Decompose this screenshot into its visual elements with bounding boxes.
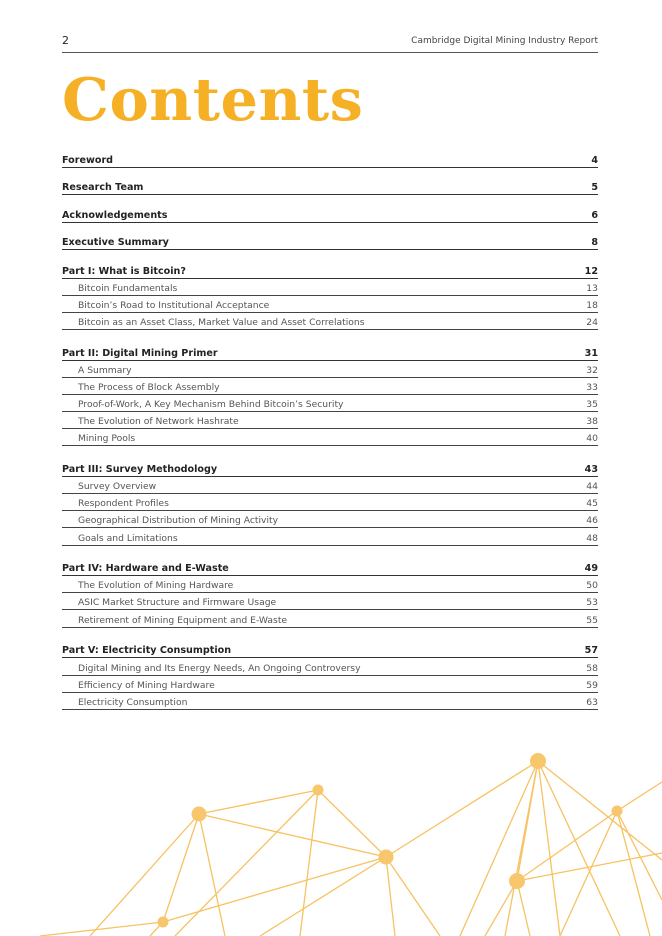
toc-entry-page: 18	[586, 300, 598, 311]
network-lines	[40, 761, 662, 936]
network-node	[313, 785, 324, 796]
toc-subentry[interactable]	[62, 430, 598, 446]
toc-entry-label: Part I: What is Bitcoin?	[62, 266, 186, 277]
toc-subentry[interactable]	[62, 512, 598, 528]
network-node	[379, 850, 394, 865]
toc-entry-page: 8	[591, 237, 598, 248]
toc-entry-page: 35	[586, 399, 598, 410]
toc-entry-page: 59	[586, 680, 598, 691]
toc-subentry[interactable]	[62, 478, 598, 494]
toc-entry-label: Research Team	[62, 182, 144, 193]
toc-entry-acknowledgements[interactable]	[62, 205, 598, 223]
toc-entry-label: A Summary	[78, 365, 132, 376]
toc-part-3[interactable]	[62, 459, 598, 477]
page-number: 2	[62, 34, 69, 47]
running-title: Cambridge Digital Mining Industry Report	[411, 36, 598, 46]
toc-subentry[interactable]	[62, 577, 598, 593]
toc-entry-label: The Process of Block Assembly	[78, 382, 220, 393]
toc-entry-page: 6	[591, 210, 598, 221]
toc-entry-page: 40	[586, 433, 598, 444]
toc-subentry[interactable]	[62, 362, 598, 378]
toc-entry-label: Proof-of-Work, A Key Mechanism Behind Bitcoin’s Security	[78, 399, 344, 410]
toc-entry-page: 5	[591, 182, 598, 193]
toc-entry-label: Foreword	[62, 155, 114, 166]
toc-entry-label: Retirement of Mining Equipment and E-Waste	[78, 615, 288, 626]
toc-subentry[interactable]	[62, 660, 598, 676]
toc-subentry[interactable]	[62, 280, 598, 296]
toc-entry-label: The Evolution of Mining Hardware	[78, 580, 234, 591]
toc-entry-page: 32	[586, 365, 598, 376]
toc-entry-label: Digital Mining and Its Energy Needs, An Ongoing Controversy	[78, 663, 361, 674]
page-header	[62, 34, 598, 53]
toc-entry-page: 58	[586, 663, 598, 674]
network-node	[158, 917, 169, 928]
toc-entry-label: Bitcoin’s Road to Institutional Acceptance	[78, 300, 270, 311]
toc-subentry[interactable]	[62, 677, 598, 693]
toc-subentry[interactable]	[62, 612, 598, 628]
toc-entry-page: 31	[584, 348, 598, 359]
toc-entry-page: 45	[586, 498, 598, 509]
network-node	[612, 806, 623, 817]
toc-entry-label: ASIC Market Structure and Firmware Usage	[78, 597, 277, 608]
toc-entry-research-team[interactable]	[62, 177, 598, 195]
toc-entry-page: 4	[591, 155, 598, 166]
toc-entry-label: Bitcoin as an Asset Class, Market Value and Asset Correlations	[78, 317, 365, 328]
toc-subentry[interactable]	[62, 495, 598, 511]
page-title: Contents	[62, 65, 364, 134]
toc-entry-label: Efficiency of Mining Hardware	[78, 680, 215, 691]
toc-entry-label: Part III: Survey Methodology	[62, 464, 218, 475]
toc-entry-label: Part V: Electricity Consumption	[62, 645, 232, 656]
toc-entry-label: Bitcoin Fundamentals	[78, 283, 178, 294]
toc-entry-page: 13	[586, 283, 598, 294]
toc-entry-page: 57	[584, 645, 598, 656]
toc-entry-label: Part IV: Hardware and E-Waste	[62, 563, 229, 574]
toc-entry-foreword[interactable]	[62, 150, 598, 168]
toc-subentry[interactable]	[62, 314, 598, 330]
toc-subentry[interactable]	[62, 297, 598, 313]
toc-entry-label: Part II: Digital Mining Primer	[62, 348, 218, 359]
toc-entry-page: 63	[586, 697, 598, 708]
toc-subentry[interactable]	[62, 694, 598, 710]
network-nodes	[158, 753, 623, 928]
toc-entry-page: 50	[586, 580, 598, 591]
toc-entry-executive-summary[interactable]	[62, 232, 598, 250]
toc-entry-label: Mining Pools	[78, 433, 136, 444]
network-node	[530, 753, 546, 769]
toc-entry-page: 46	[586, 515, 598, 526]
network-node	[509, 873, 525, 889]
toc-part-5[interactable]	[62, 640, 598, 658]
toc-entry-label: Acknowledgements	[62, 210, 168, 221]
toc-entry-label: Goals and Limitations	[78, 533, 178, 544]
toc-subentry[interactable]	[62, 413, 598, 429]
toc-entry-page: 49	[584, 563, 598, 574]
toc-entry-label: Survey Overview	[78, 481, 157, 492]
toc-entry-label: Executive Summary	[62, 237, 169, 248]
toc-subentry[interactable]	[62, 530, 598, 546]
toc-part-4[interactable]	[62, 558, 598, 576]
toc-entry-page: 44	[586, 481, 598, 492]
toc-entry-page: 38	[586, 416, 598, 427]
toc-entry-page: 43	[584, 464, 598, 475]
toc-part-1[interactable]	[62, 261, 598, 279]
toc-entry-page: 33	[586, 382, 598, 393]
toc-subentry[interactable]	[62, 379, 598, 395]
toc-subentry[interactable]	[62, 594, 598, 610]
toc-subentry[interactable]	[62, 396, 598, 412]
toc-entry-label: Respondent Profiles	[78, 498, 169, 509]
toc-entry-label: The Evolution of Network Hashrate	[78, 416, 239, 427]
toc-entry-page: 12	[584, 266, 598, 277]
network-node	[192, 807, 207, 822]
toc-entry-page: 55	[586, 615, 598, 626]
toc-entry-page: 53	[586, 597, 598, 608]
toc-entry-page: 24	[586, 317, 598, 328]
toc-entry-page: 48	[586, 533, 598, 544]
toc-entry-label: Electricity Consumption	[78, 697, 188, 708]
toc-entry-label: Geographical Distribution of Mining Activity	[78, 515, 279, 526]
toc-part-2[interactable]	[62, 343, 598, 361]
